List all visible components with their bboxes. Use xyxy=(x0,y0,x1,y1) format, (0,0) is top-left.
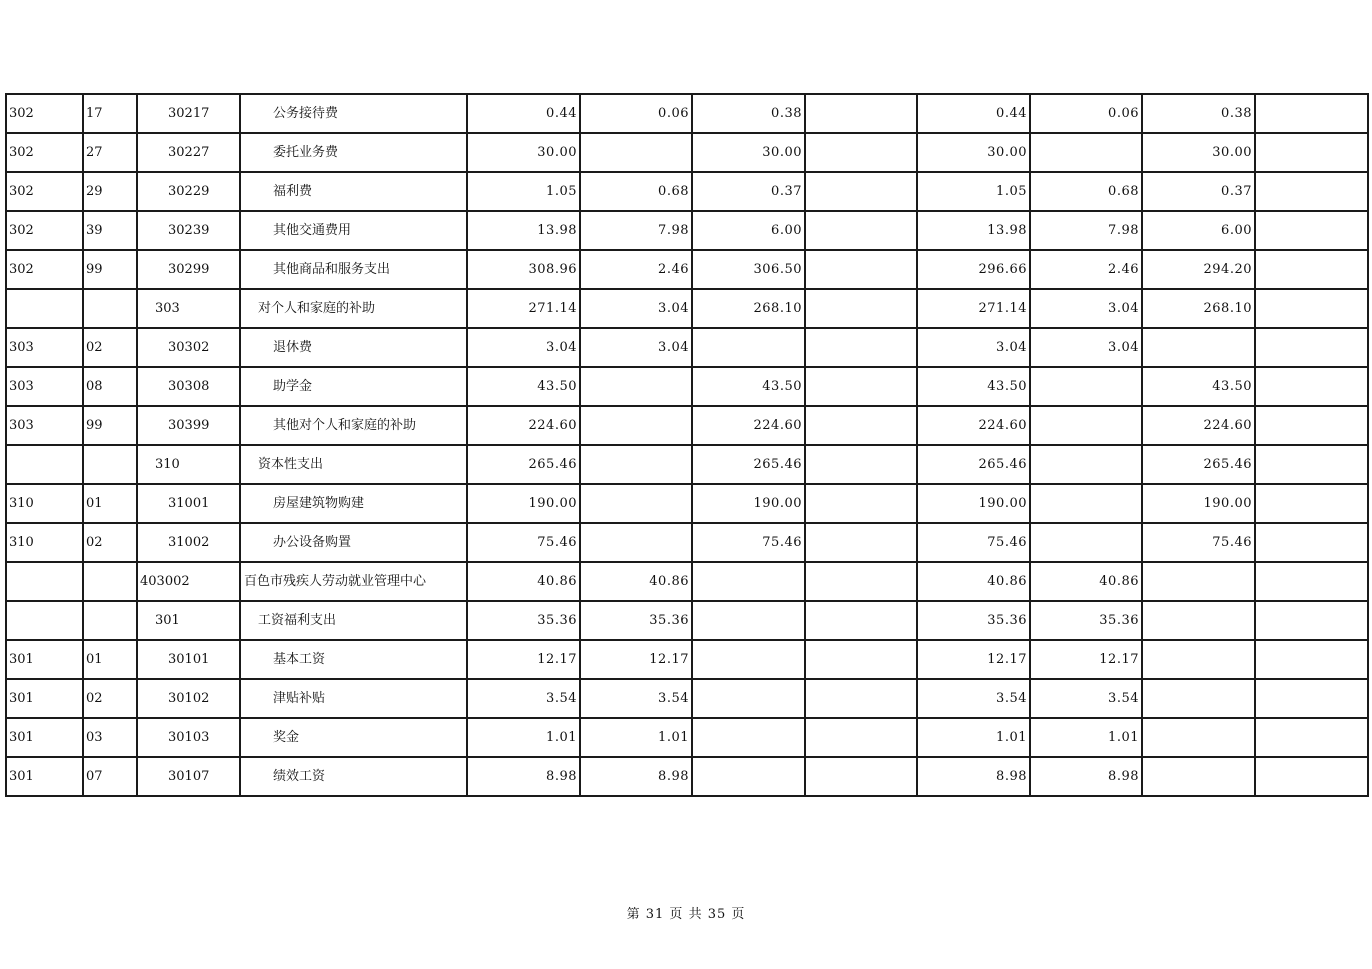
amount-cell-7: 0.38 xyxy=(1142,94,1255,133)
class-code-cell xyxy=(6,445,83,484)
amount-cell-5: 43.50 xyxy=(917,367,1030,406)
item-name-cell: 助学金 xyxy=(240,367,467,406)
amount-cell-7: 43.50 xyxy=(1142,367,1255,406)
amount-cell-6: 35.36 xyxy=(1030,601,1142,640)
amount-cell-6: 0.68 xyxy=(1030,172,1142,211)
amount-cell-2 xyxy=(580,367,692,406)
amount-cell-6 xyxy=(1030,133,1142,172)
amount-cell-4 xyxy=(805,133,917,172)
amount-cell-1: 30.00 xyxy=(467,133,580,172)
amount-cell-1: 190.00 xyxy=(467,484,580,523)
amount-cell-1: 8.98 xyxy=(467,757,580,796)
section-code-cell: 02 xyxy=(83,679,137,718)
section-code-cell: 39 xyxy=(83,211,137,250)
amount-cell-6: 40.86 xyxy=(1030,562,1142,601)
section-code-cell: 07 xyxy=(83,757,137,796)
amount-cell-6: 3.04 xyxy=(1030,328,1142,367)
amount-cell-4 xyxy=(805,484,917,523)
class-code-cell: 303 xyxy=(6,406,83,445)
section-code-cell: 29 xyxy=(83,172,137,211)
table-body xyxy=(6,94,1368,796)
amount-cell-7: 190.00 xyxy=(1142,484,1255,523)
amount-cell-5: 8.98 xyxy=(917,757,1030,796)
amount-cell-5: 30.00 xyxy=(917,133,1030,172)
amount-cell-6: 3.04 xyxy=(1030,289,1142,328)
amount-cell-4 xyxy=(805,328,917,367)
class-code-cell: 301 xyxy=(6,679,83,718)
table-row xyxy=(6,367,1368,406)
amount-cell-8 xyxy=(1255,601,1368,640)
amount-cell-7 xyxy=(1142,679,1255,718)
amount-cell-8 xyxy=(1255,328,1368,367)
item-name-cell: 奖金 xyxy=(240,718,467,757)
section-code-cell: 08 xyxy=(83,367,137,406)
table-row xyxy=(6,406,1368,445)
amount-cell-2: 40.86 xyxy=(580,562,692,601)
amount-cell-4 xyxy=(805,250,917,289)
class-code-cell: 310 xyxy=(6,523,83,562)
amount-cell-2: 1.01 xyxy=(580,718,692,757)
amount-cell-7: 6.00 xyxy=(1142,211,1255,250)
table-row xyxy=(6,211,1368,250)
amount-cell-4 xyxy=(805,679,917,718)
amount-cell-7: 224.60 xyxy=(1142,406,1255,445)
item-name-cell: 福利费 xyxy=(240,172,467,211)
amount-cell-3: 75.46 xyxy=(692,523,805,562)
section-code-cell: 02 xyxy=(83,523,137,562)
amount-cell-7 xyxy=(1142,328,1255,367)
amount-cell-7 xyxy=(1142,718,1255,757)
amount-cell-6: 2.46 xyxy=(1030,250,1142,289)
amount-cell-8 xyxy=(1255,406,1368,445)
item-name-cell: 公务接待费 xyxy=(240,94,467,133)
econ-code-cell: 30399 xyxy=(137,406,240,445)
section-code-cell xyxy=(83,445,137,484)
amount-cell-3: 0.37 xyxy=(692,172,805,211)
amount-cell-8 xyxy=(1255,211,1368,250)
amount-cell-8 xyxy=(1255,133,1368,172)
econ-code-cell: 30103 xyxy=(137,718,240,757)
amount-cell-1: 75.46 xyxy=(467,523,580,562)
amount-cell-4 xyxy=(805,640,917,679)
amount-cell-5: 271.14 xyxy=(917,289,1030,328)
amount-cell-3 xyxy=(692,679,805,718)
amount-cell-5: 75.46 xyxy=(917,523,1030,562)
amount-cell-2: 3.04 xyxy=(580,328,692,367)
amount-cell-2: 12.17 xyxy=(580,640,692,679)
amount-cell-3: 190.00 xyxy=(692,484,805,523)
section-code-cell: 27 xyxy=(83,133,137,172)
class-code-cell: 302 xyxy=(6,94,83,133)
class-code-cell: 303 xyxy=(6,328,83,367)
amount-cell-8 xyxy=(1255,562,1368,601)
amount-cell-5: 13.98 xyxy=(917,211,1030,250)
class-code-cell: 302 xyxy=(6,250,83,289)
amount-cell-1: 224.60 xyxy=(467,406,580,445)
econ-code-cell: 310 xyxy=(137,445,240,484)
amount-cell-5: 12.17 xyxy=(917,640,1030,679)
amount-cell-1: 40.86 xyxy=(467,562,580,601)
amount-cell-8 xyxy=(1255,367,1368,406)
amount-cell-2: 35.36 xyxy=(580,601,692,640)
table-row xyxy=(6,133,1368,172)
amount-cell-2 xyxy=(580,445,692,484)
amount-cell-3 xyxy=(692,328,805,367)
amount-cell-3: 265.46 xyxy=(692,445,805,484)
amount-cell-6: 3.54 xyxy=(1030,679,1142,718)
amount-cell-1: 308.96 xyxy=(467,250,580,289)
amount-cell-7 xyxy=(1142,601,1255,640)
amount-cell-8 xyxy=(1255,94,1368,133)
item-name-cell: 基本工资 xyxy=(240,640,467,679)
amount-cell-6 xyxy=(1030,484,1142,523)
amount-cell-4 xyxy=(805,211,917,250)
amount-cell-6 xyxy=(1030,445,1142,484)
amount-cell-5: 1.05 xyxy=(917,172,1030,211)
item-name-cell: 对个人和家庭的补助 xyxy=(240,289,467,328)
amount-cell-6: 12.17 xyxy=(1030,640,1142,679)
econ-code-cell: 301 xyxy=(137,601,240,640)
amount-cell-4 xyxy=(805,757,917,796)
item-name-cell: 其他对个人和家庭的补助 xyxy=(240,406,467,445)
amount-cell-5: 0.44 xyxy=(917,94,1030,133)
section-code-cell xyxy=(83,289,137,328)
amount-cell-3 xyxy=(692,718,805,757)
amount-cell-1: 35.36 xyxy=(467,601,580,640)
amount-cell-1: 1.01 xyxy=(467,718,580,757)
amount-cell-3 xyxy=(692,562,805,601)
amount-cell-3: 30.00 xyxy=(692,133,805,172)
table-row xyxy=(6,640,1368,679)
item-name-cell: 津贴补贴 xyxy=(240,679,467,718)
amount-cell-2: 2.46 xyxy=(580,250,692,289)
amount-cell-6 xyxy=(1030,367,1142,406)
section-code-cell xyxy=(83,601,137,640)
item-name-cell: 百色市残疾人劳动就业管理中心 xyxy=(240,562,467,601)
amount-cell-5: 224.60 xyxy=(917,406,1030,445)
amount-cell-1: 43.50 xyxy=(467,367,580,406)
amount-cell-3 xyxy=(692,601,805,640)
amount-cell-2 xyxy=(580,484,692,523)
item-name-cell: 其他商品和服务支出 xyxy=(240,250,467,289)
class-code-cell: 301 xyxy=(6,640,83,679)
table-row xyxy=(6,94,1368,133)
amount-cell-8 xyxy=(1255,523,1368,562)
amount-cell-8 xyxy=(1255,250,1368,289)
amount-cell-4 xyxy=(805,367,917,406)
amount-cell-5: 296.66 xyxy=(917,250,1030,289)
section-code-cell: 99 xyxy=(83,250,137,289)
amount-cell-6 xyxy=(1030,523,1142,562)
amount-cell-4 xyxy=(805,562,917,601)
amount-cell-4 xyxy=(805,718,917,757)
table-row xyxy=(6,562,1368,601)
econ-code-cell: 31001 xyxy=(137,484,240,523)
amount-cell-2: 0.68 xyxy=(580,172,692,211)
amount-cell-6: 0.06 xyxy=(1030,94,1142,133)
amount-cell-7: 30.00 xyxy=(1142,133,1255,172)
table-row xyxy=(6,601,1368,640)
section-code-cell: 03 xyxy=(83,718,137,757)
amount-cell-3: 306.50 xyxy=(692,250,805,289)
amount-cell-1: 3.04 xyxy=(467,328,580,367)
page-number: 第 31 页 共 35 页 xyxy=(626,907,746,922)
table-row xyxy=(6,445,1368,484)
amount-cell-3: 43.50 xyxy=(692,367,805,406)
amount-cell-6 xyxy=(1030,406,1142,445)
amount-cell-3: 6.00 xyxy=(692,211,805,250)
section-code-cell: 02 xyxy=(83,328,137,367)
class-code-cell xyxy=(6,562,83,601)
table-row xyxy=(6,250,1368,289)
class-code-cell: 303 xyxy=(6,367,83,406)
amount-cell-2: 3.54 xyxy=(580,679,692,718)
item-name-cell: 委托业务费 xyxy=(240,133,467,172)
amount-cell-5: 1.01 xyxy=(917,718,1030,757)
amount-cell-6: 7.98 xyxy=(1030,211,1142,250)
amount-cell-5: 265.46 xyxy=(917,445,1030,484)
item-name-cell: 绩效工资 xyxy=(240,757,467,796)
econ-code-cell: 303 xyxy=(137,289,240,328)
class-code-cell: 302 xyxy=(6,133,83,172)
amount-cell-7: 294.20 xyxy=(1142,250,1255,289)
econ-code-cell: 31002 xyxy=(137,523,240,562)
amount-cell-4 xyxy=(805,406,917,445)
amount-cell-5: 35.36 xyxy=(917,601,1030,640)
amount-cell-5: 40.86 xyxy=(917,562,1030,601)
amount-cell-2: 0.06 xyxy=(580,94,692,133)
amount-cell-2 xyxy=(580,406,692,445)
amount-cell-1: 13.98 xyxy=(467,211,580,250)
amount-cell-4 xyxy=(805,289,917,328)
amount-cell-7: 75.46 xyxy=(1142,523,1255,562)
amount-cell-4 xyxy=(805,601,917,640)
amount-cell-4 xyxy=(805,172,917,211)
class-code-cell xyxy=(6,289,83,328)
amount-cell-7 xyxy=(1142,562,1255,601)
amount-cell-3: 224.60 xyxy=(692,406,805,445)
amount-cell-7: 265.46 xyxy=(1142,445,1255,484)
amount-cell-8 xyxy=(1255,484,1368,523)
econ-code-cell: 30302 xyxy=(137,328,240,367)
amount-cell-1: 271.14 xyxy=(467,289,580,328)
econ-code-cell: 30239 xyxy=(137,211,240,250)
amount-cell-2: 8.98 xyxy=(580,757,692,796)
amount-cell-7: 268.10 xyxy=(1142,289,1255,328)
item-name-cell: 办公设备购置 xyxy=(240,523,467,562)
amount-cell-7: 0.37 xyxy=(1142,172,1255,211)
amount-cell-5: 190.00 xyxy=(917,484,1030,523)
amount-cell-8 xyxy=(1255,640,1368,679)
amount-cell-4 xyxy=(805,94,917,133)
econ-code-cell: 30217 xyxy=(137,94,240,133)
table-row xyxy=(6,679,1368,718)
table-row xyxy=(6,289,1368,328)
amount-cell-3 xyxy=(692,640,805,679)
amount-cell-7 xyxy=(1142,757,1255,796)
table-row xyxy=(6,484,1368,523)
amount-cell-1: 3.54 xyxy=(467,679,580,718)
item-name-cell: 退休费 xyxy=(240,328,467,367)
item-name-cell: 工资福利支出 xyxy=(240,601,467,640)
section-code-cell xyxy=(83,562,137,601)
amount-cell-8 xyxy=(1255,718,1368,757)
section-code-cell: 01 xyxy=(83,484,137,523)
amount-cell-6: 1.01 xyxy=(1030,718,1142,757)
amount-cell-1: 265.46 xyxy=(467,445,580,484)
section-code-cell: 17 xyxy=(83,94,137,133)
amount-cell-1: 0.44 xyxy=(467,94,580,133)
class-code-cell xyxy=(6,601,83,640)
econ-code-cell: 30227 xyxy=(137,133,240,172)
amount-cell-7 xyxy=(1142,640,1255,679)
table-row xyxy=(6,757,1368,796)
class-code-cell: 302 xyxy=(6,172,83,211)
amount-cell-3: 0.38 xyxy=(692,94,805,133)
item-name-cell: 其他交通费用 xyxy=(240,211,467,250)
amount-cell-6: 8.98 xyxy=(1030,757,1142,796)
amount-cell-2: 7.98 xyxy=(580,211,692,250)
item-name-cell: 房屋建筑物购建 xyxy=(240,484,467,523)
class-code-cell: 310 xyxy=(6,484,83,523)
econ-code-cell: 30102 xyxy=(137,679,240,718)
amount-cell-8 xyxy=(1255,757,1368,796)
item-name-cell: 资本性支出 xyxy=(240,445,467,484)
econ-code-cell: 30299 xyxy=(137,250,240,289)
section-code-cell: 01 xyxy=(83,640,137,679)
econ-code-cell: 30107 xyxy=(137,757,240,796)
econ-code-cell: 30101 xyxy=(137,640,240,679)
table-row xyxy=(6,172,1368,211)
amount-cell-4 xyxy=(805,445,917,484)
table-row xyxy=(6,718,1368,757)
class-code-cell: 302 xyxy=(6,211,83,250)
amount-cell-8 xyxy=(1255,445,1368,484)
amount-cell-3 xyxy=(692,757,805,796)
amount-cell-4 xyxy=(805,523,917,562)
amount-cell-2 xyxy=(580,133,692,172)
amount-cell-1: 12.17 xyxy=(467,640,580,679)
amount-cell-5: 3.54 xyxy=(917,679,1030,718)
econ-code-cell: 30229 xyxy=(137,172,240,211)
amount-cell-3: 268.10 xyxy=(692,289,805,328)
section-code-cell: 99 xyxy=(83,406,137,445)
class-code-cell: 301 xyxy=(6,718,83,757)
amount-cell-8 xyxy=(1255,172,1368,211)
table-row xyxy=(6,523,1368,562)
amount-cell-8 xyxy=(1255,679,1368,718)
class-code-cell: 301 xyxy=(6,757,83,796)
budget-table xyxy=(5,93,1369,797)
econ-code-cell: 403002 xyxy=(137,562,240,601)
amount-cell-1: 1.05 xyxy=(467,172,580,211)
amount-cell-2: 3.04 xyxy=(580,289,692,328)
amount-cell-2 xyxy=(580,523,692,562)
amount-cell-8 xyxy=(1255,289,1368,328)
econ-code-cell: 30308 xyxy=(137,367,240,406)
table-row xyxy=(6,328,1368,367)
amount-cell-5: 3.04 xyxy=(917,328,1030,367)
